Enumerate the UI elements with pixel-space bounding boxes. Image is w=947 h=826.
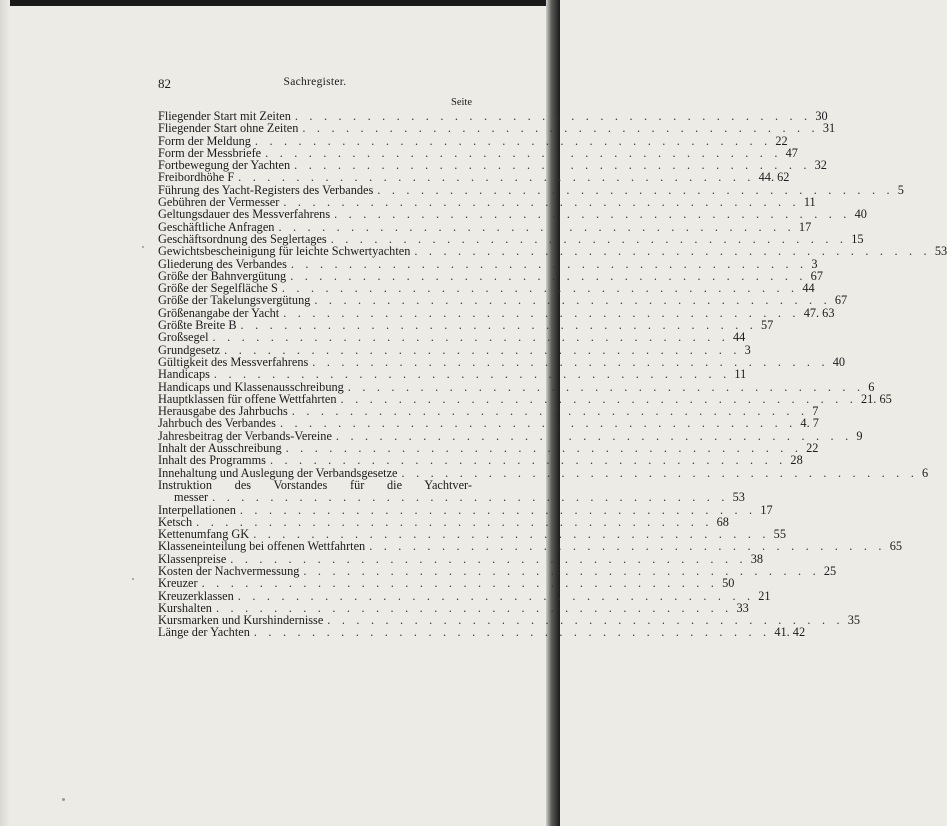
leader-dots: . . . . . . . . . . . . . . . . . . . . . . . . . . . . . . . . . . . . — [335, 428, 853, 443]
entry-label: Form der Meldung — [158, 133, 251, 148]
entry-page: 44 — [802, 281, 815, 296]
index-entry — [158, 416, 819, 431]
leader-dots: . . . . . . . . . . . . . . . . . . . . . . . . . . . . . . . . . . . . — [340, 391, 857, 406]
entry-page: 40 — [832, 354, 846, 369]
leader-dots: . . . . . . . . . . . . . . . . . . . . . . . . . . . . . . . . . . . . — [303, 563, 820, 578]
entry-label: Größe der Takelungsvergütung — [158, 293, 311, 308]
entry-page: 7 — [812, 404, 819, 419]
speck — [142, 246, 144, 248]
leader-dots: . . . . . . . . . . . . . . . . . . . . . . . . . . . . . . . . . . . . — [290, 256, 808, 271]
entry-label: Ketsch — [158, 514, 193, 529]
leader-dots: . . . . . . . . . . . . . . . . . . . . . . . . . . . . . . . . . . . . — [291, 404, 809, 419]
index-entry — [158, 256, 818, 271]
index-entry — [158, 625, 806, 640]
entry-page: 53 — [732, 490, 745, 505]
index-entry — [158, 502, 773, 517]
leader-dots: . . . . . . . . . . . . . . . . . . . . . . . . . . . . . . . . . . . . — [239, 502, 757, 517]
entry-page: 3 — [744, 342, 751, 357]
leader-dots: . . . . . . . . . . . . . . . . . . . . . . . . . . . . . . . . . . . . — [212, 330, 730, 345]
entry-page: 3 — [811, 256, 818, 271]
entry-page: 5 — [897, 182, 904, 197]
speck — [62, 798, 65, 801]
entry-label: Hauptklassen für offene Wettfahrten — [158, 391, 337, 406]
index-entry — [158, 490, 745, 505]
entry-page: 67 — [834, 293, 848, 308]
entry-label: Handicaps und Klassenausschreibung — [158, 379, 344, 394]
entry-page: 47. 63 — [803, 305, 835, 320]
entry-page: 21. 65 — [861, 391, 892, 406]
entry-label: Größe der Segelfläche S — [158, 281, 278, 296]
leader-dots: . . . . . . . . . . . . . . . . . . . . . . . . . . . . . . . . . . . . — [330, 231, 848, 246]
leader-dots: . . . . . . . . . . . . . . . . . . . . . . . . . . . . . . . . . . . . — [269, 453, 787, 468]
entry-page: 9 — [856, 428, 863, 443]
entry-label: messer — [174, 490, 209, 505]
entry-label: Interpellationen — [158, 502, 236, 517]
entry-label: Geltungsdauer des Messverfahrens — [158, 207, 331, 222]
entry-page: 44. 62 — [758, 170, 790, 185]
entry-label: Größenangabe der Yacht — [158, 305, 280, 320]
index-entry — [158, 244, 947, 259]
leader-dots: . . . . . . . . . . . . . . . . . . . . . . . . . . . . . . . . . . . . — [253, 625, 771, 640]
entry-page: 55 — [773, 527, 786, 542]
page-number: 82 — [158, 76, 171, 91]
index-entry — [158, 379, 875, 394]
entry-page: 65 — [889, 539, 902, 554]
entry-page: 17 — [760, 502, 773, 517]
index-entry — [158, 539, 902, 554]
leader-dots: . . . . . . . . . . . . . . . . . . . . . . . . . . . . . . . . . . . . — [238, 170, 755, 185]
index-entry — [158, 207, 867, 222]
entry-page: 22 — [806, 441, 819, 456]
leader-dots: . . . . . . . . . . . . . . . . . . . . . . . . . . . . . . . . . . . . — [347, 379, 865, 394]
entry-page: 25 — [823, 563, 837, 578]
leader-dots: . . . . . . . . . . . . . . . . . . . . . . . . . . . . . . . . . . . . — [281, 281, 799, 296]
entry-label: Kreuzerklassen — [158, 588, 234, 603]
entry-page: 4. 7 — [800, 416, 819, 431]
page-column-label: Seite — [451, 97, 472, 108]
entry-label: Kettenumfang GK — [158, 527, 250, 542]
index-list — [158, 109, 947, 640]
entry-label: Länge der Yachten — [158, 625, 250, 640]
entry-page: 30 — [815, 109, 828, 123]
entry-label: Herausgabe des Jahrbuchs — [158, 404, 288, 419]
entry-label: Grundgesetz — [158, 342, 221, 357]
scan-top-edge — [0, 0, 560, 6]
index-entry — [158, 121, 836, 136]
leader-dots: . . . . . . . . . . . . . . . . . . . . . . . . . . . . . . . . . . . . — [283, 305, 800, 320]
entry-label: Gültigkeit des Messverfahrens — [158, 354, 309, 369]
entry-page: 44 — [733, 330, 746, 345]
entry-page: 67 — [810, 268, 823, 283]
entry-page: 11 — [803, 195, 816, 210]
entry-page: 41. 42 — [774, 625, 806, 640]
page-header — [158, 76, 472, 92]
leader-dots: . . . . . . . . . . . . . . . . . . . . . . . . . . . . . . . . . . . . — [334, 207, 851, 222]
index-entry — [158, 367, 747, 382]
leader-dots: . . . . . . . . . . . . . . . . . . . . . . . . . . . . . . . . . . . . — [253, 527, 770, 542]
entry-page: 31 — [822, 121, 836, 136]
entry-page: 57 — [761, 318, 774, 333]
entry-label: Klassenpreise — [158, 551, 227, 566]
entry-page: 40 — [854, 207, 867, 222]
entry-label: Größte Breite B — [158, 318, 237, 333]
leader-dots: . . . . . . . . . . . . . . . . . . . . . . . . . . . . . . . . . . . . — [290, 268, 807, 283]
leader-dots: . . . . . . . . . . . . . . . . . . . . . . . . . . . . . . . . . . . . — [414, 244, 931, 259]
leader-dots: . . . . . . . . . . . . . . . . . . . . . . . . . . . . . . . . . . . . — [196, 514, 713, 529]
entry-page: 17 — [798, 219, 812, 234]
index-entry — [158, 170, 790, 185]
leader-dots: . . . . . . . . . . . . . . . . . . . . . . . . . . . . . . . . . . . . — [212, 490, 729, 505]
entry-label: Kreuzer — [158, 576, 198, 591]
entry-label: Geschäftliche Anfragen — [158, 219, 275, 234]
entry-label: Größe der Bahnvergütung — [158, 268, 287, 283]
entry-label: Kurshalten — [158, 600, 212, 615]
leader-dots: . . . . . . . . . . . . . . . . . . . . . . . . . . . . . . . . . . . . — [283, 195, 800, 210]
index-entry — [158, 293, 848, 308]
entry-label: Klasseneinteilung bei offenen Wettfahrten — [158, 539, 366, 554]
leader-dots: . . . . . . . . . . . . . . . . . . . . . . . . . . . . . . . . . . . . — [240, 318, 758, 333]
entry-label: Kosten der Nachvermessung — [158, 563, 300, 578]
entry-page: 15 — [851, 231, 864, 246]
entry-label: Kursmarken und Kurshindernisse — [158, 613, 324, 628]
leader-dots: . . . . . . . . . . . . . . . . . . . . . . . . . . . . . . . . . . . . — [369, 539, 886, 554]
entry-page: 50 — [722, 576, 735, 591]
leader-dots: . . . . . . . . . . . . . . . . . . . . . . . . . . . . . . . . . . . . — [237, 588, 755, 603]
entry-label: Gebühren der Vermesser — [158, 195, 280, 210]
entry-page: 11 — [734, 367, 747, 382]
leader-dots: . . . . . . . . . . . . . . . . . . . . . . . . . . . . . . . . . . . . — [215, 600, 733, 615]
entry-page: 33 — [736, 600, 749, 615]
index-entry — [158, 453, 803, 468]
entry-label: Gewichtsbescheinigung für leichte Schwertyachten — [158, 244, 411, 259]
index-entry — [158, 576, 735, 591]
leader-dots: . . . . . . . . . . . . . . . . . . . . . . . . . . . . . . . . . . . . — [294, 158, 811, 173]
entry-label: Instruktion des Vorstandes für die Yachtver- — [158, 477, 472, 492]
leader-dots: . . . . . . . . . . . . . . . . . . . . . . . . . . . . . . . . . . . . — [279, 416, 797, 431]
leader-dots: . . . . . . . . . . . . . . . . . . . . . . . . . . . . . . . . . . . . — [294, 109, 812, 123]
entry-page: 38 — [750, 551, 764, 566]
entry-label: Jahresbeitrag der Verbands-Vereine — [158, 428, 332, 443]
entry-label: Gliederung des Verbandes — [158, 256, 287, 271]
leader-dots: . . . . . . . . . . . . . . . . . . . . . . . . . . . . . . . . . . . . — [201, 576, 719, 591]
entry-label: Inhalt des Programms — [158, 453, 266, 468]
scan-left-shadow — [0, 0, 10, 826]
leader-dots: . . . . . . . . . . . . . . . . . . . . . . . . . . . . . . . . . . . . — [278, 219, 795, 234]
entry-page: 28 — [790, 453, 803, 468]
entry-page: 6 — [868, 379, 875, 394]
entry-page: 35 — [847, 613, 861, 628]
leader-dots: . . . . . . . . . . . . . . . . . . . . . . . . . . . . . . . . . . . . — [265, 145, 782, 160]
entry-page: 32 — [814, 158, 827, 173]
index-entry — [158, 330, 746, 345]
entry-label: Innehaltung und Auslegung der Verbandsgesetze — [158, 465, 398, 480]
entry-label: Form der Messbriefe — [158, 145, 262, 160]
entry-label: Freibordhöhe F — [158, 170, 235, 185]
entry-page: 6 — [922, 465, 929, 480]
entry-label: Fliegender Start ohne Zeiten — [158, 121, 299, 136]
entry-page: 21 — [758, 588, 771, 603]
speck — [132, 578, 134, 580]
entry-page: 68 — [716, 514, 729, 529]
leader-dots: . . . . . . . . . . . . . . . . . . . . . . . . . . . . . . . . . . . . — [327, 613, 844, 628]
entry-label: Jahrbuch des Verbandes — [158, 416, 276, 431]
leader-dots: . . . . . . . . . . . . . . . . . . . . . . . . . . . . . . . . . . . . — [312, 354, 829, 369]
entry-page: 47 — [785, 145, 798, 160]
leader-dots: . . . . . . . . . . . . . . . . . . . . . . . . . . . . . . . . . . . . — [314, 293, 831, 308]
entry-label: Fortbewegung der Yachten — [158, 158, 291, 173]
leader-dots: . . . . . . . . . . . . . . . . . . . . . . . . . . . . . . . . . . . . — [224, 342, 741, 357]
leader-dots: . . . . . . . . . . . . . . . . . . . . . . . . . . . . . . . . . . . . — [285, 441, 803, 456]
leader-dots: . . . . . . . . . . . . . . . . . . . . . . . . . . . . . . . . . . . . — [254, 133, 772, 148]
leader-dots: . . . . . . . . . . . . . . . . . . . . . . . . . . . . . . . . . . . . — [230, 551, 747, 566]
entry-label: Handicaps — [158, 367, 210, 382]
leader-dots: . . . . . . . . . . . . . . . . . . . . . . . . . . . . . . . . . . . . — [302, 121, 819, 136]
entry-page: 53 — [934, 244, 947, 259]
entry-label: Fliegender Start mit Zeiten — [158, 109, 291, 123]
leader-dots: . . . . . . . . . . . . . . . . . . . . . . . . . . . . . . . . . . . . — [377, 182, 894, 197]
leader-dots: . . . . . . . . . . . . . . . . . . . . . . . . . . . . . . . . . . . . — [401, 465, 918, 480]
entry-label: Führung des Yacht-Registers des Verbandes — [158, 182, 374, 197]
entry-label: Geschäftsordnung des Seglertages — [158, 231, 327, 246]
entry-label: Großsegel — [158, 330, 209, 345]
entry-page: 22 — [775, 133, 788, 148]
leader-dots: . . . . . . . . . . . . . . . . . . . . . . . . . . . . . . . . . . . . — [213, 367, 731, 382]
entry-label: Inhalt der Ausschreibung — [158, 441, 282, 456]
running-title: Sachregister. — [283, 76, 347, 88]
